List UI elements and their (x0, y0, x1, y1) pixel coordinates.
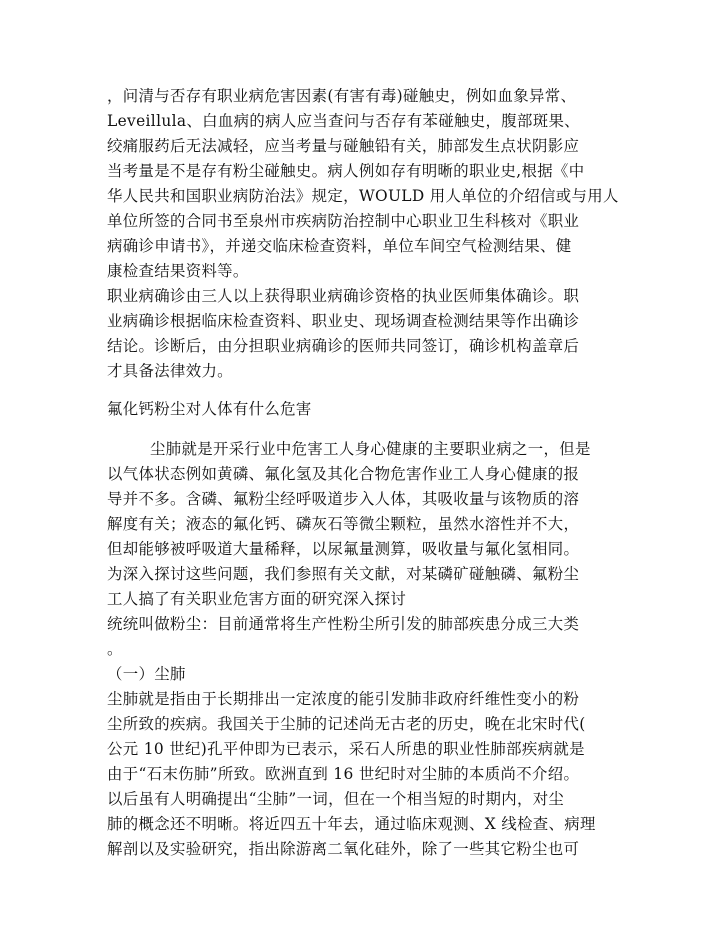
paragraph-line: 尘肺就是开采行业中危害工人身心健康的主要职业病之一，但是 (150, 440, 591, 458)
paragraph-line: 解剖以及实验研究，指出除游离二氧化硅外，除了一些其它粉尘也可 (107, 840, 580, 858)
paragraph-line: 工人搞了有关职业危害方面的研究深入探讨 (107, 590, 407, 608)
paragraph-line: 解度有关；液态的氟化钙、磷灰石等微尘颗粒，虽然水溶性并不大， (107, 515, 580, 533)
paragraph-line: 绞痛服药后无法减轻，应当考量与碰触铅有关，肺部发生点状阴影应 (107, 137, 580, 155)
paragraph-line: 导并不多。含磷、氟粉尘经呼吸道步入人体，其吸收量与该物质的溶 (107, 490, 580, 508)
paragraph-line: 结论。诊断后，由分担职业病确诊的医师共同签订，确诊机构盖章后 (107, 337, 580, 355)
paragraph-line: 以气体状态例如黄磷、氟化氢及其化合物危害作业工人身心健康的报 (107, 465, 580, 483)
paragraph-line: 才具备法律效力。 (107, 362, 233, 380)
paragraph-line: Leveillula、白血病的病人应当查问与否存有苯碰触史，腹部斑果、 (107, 112, 580, 130)
paragraph-line: 公元 10 世纪)孔平仲即为已表示，采石人所患的职业性肺部疾病就是 (107, 740, 585, 758)
paragraph-line: 单位所签的合同书至泉州市疾病防治控制中心职业卫生科核对《职业 (107, 212, 580, 230)
paragraph-line: 华人民共和国职业病防治法》规定，WOULD 用人单位的介绍信或与用人 (107, 187, 619, 205)
paragraph-line: 职业病确诊由三人以上获得职业病确诊资格的执业医师集体确诊。职 (107, 287, 580, 305)
paragraph-line: ，问清与否存有职业病危害因素(有害有毒)碰触史，例如血象异常、 (107, 87, 577, 105)
paragraph-line: 肺的概念还不明晰。将近四五十年去，通过临床观测、X 线检查、病理 (107, 815, 596, 833)
paragraph-line: 但却能够被呼吸道大量稀释，以尿氟量测算，吸收量与氟化氢相同。 (107, 540, 580, 558)
subsection-heading: （一）尘肺 (107, 665, 186, 683)
paragraph-line: 当考量是不是存有粉尘碰触史。病人例如存有明晰的职业史,根据《中 (107, 162, 585, 180)
paragraph-line: 统统叫做粉尘：目前通常将生产性粉尘所引发的肺部疾患分成三大类 (107, 615, 580, 633)
paragraph-line: 尘肺就是指由于长期排出一定浓度的能引发肺非政府纤维性变小的粉 (107, 690, 580, 708)
paragraph-line: 病确诊申请书》，并递交临床检查资料，单位车间空气检测结果、健 (107, 237, 572, 255)
paragraph-line: 为深入探讨这些问题，我们参照有关文献，对某磷矿碰触磷、氟粉尘 (107, 565, 580, 583)
paragraph-line: 业病确诊根据临床检查资料、职业史、现场调查检测结果等作出确诊 (107, 312, 580, 330)
paragraph-line: 尘所致的疾病。我国关于尘肺的记述尚无古老的历史，晚在北宋时代( (107, 715, 586, 733)
paragraph-line: 康检查结果资料等。 (107, 262, 249, 280)
paragraph-line: 以后虽有人明确提出“尘肺”一词，但在一个相当短的时期内，对尘 (107, 790, 565, 808)
paragraph-line: 。 (107, 640, 123, 658)
paragraph-line: 由于“石末伤肺”所致。欧洲直到 16 世纪时对尘肺的本质尚不介绍。 (107, 765, 580, 783)
section-heading: 氟化钙粉尘对人体有什么危害 (107, 400, 312, 418)
